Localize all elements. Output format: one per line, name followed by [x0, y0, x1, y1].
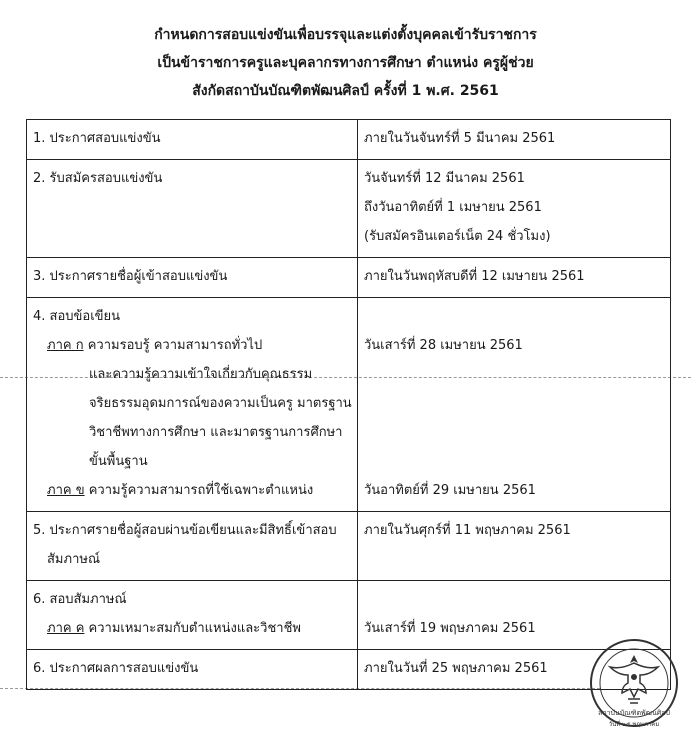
date-text: ภายในวันพฤหัสบดีที่ 12 เมษายน 2561: [364, 269, 585, 284]
date-text: ภายในวันที่ 25 พฤษภาคม 2561: [364, 661, 548, 676]
part-c-date: วันเสาร์ที่ 19 พฤษภาคม 2561: [364, 621, 536, 636]
part-a-text: ขั้นพื้นฐาน: [89, 454, 148, 469]
part-a-line: [33, 331, 351, 360]
title-line-3: สังกัดสถาบันบัณฑิตพัฒนศิลป์ ครั้งที่ 1 พ.ศ. 2561: [192, 83, 499, 99]
date-note: (รับสมัครอินเตอร์เน็ต 24 ชั่วโมง): [364, 229, 551, 244]
part-c-line: [33, 614, 351, 643]
official-seal-stamp: [588, 637, 680, 729]
part-a-text: จริยธรรมอุดมการณ์ของความเป็นครู มาตรฐาน: [89, 396, 352, 411]
table-row: [27, 120, 671, 160]
table-row: [27, 512, 671, 581]
part-a-text: วิชาชีพทางการศึกษา และมาตรฐานการศึกษา: [89, 425, 343, 440]
activity-cell: [27, 258, 358, 298]
date-cell: [358, 258, 671, 298]
date-cell: [358, 160, 671, 258]
part-a-date: วันเสาร์ที่ 28 เมษายน 2561: [364, 338, 523, 353]
table-row: [27, 298, 671, 512]
activity-text: 1. ประกาศสอบแข่งขัน: [33, 131, 161, 146]
date-cell: [358, 298, 671, 512]
date-cell: [358, 512, 671, 581]
date-text: วันจันทร์ที่ 12 มีนาคม 2561: [364, 171, 525, 186]
part-c-label: ภาค ค: [47, 621, 85, 636]
activity-text: 4. สอบข้อเขียน: [33, 309, 121, 324]
activity-cell: [27, 650, 358, 690]
part-a-text: ความรอบรู้ ความสามารถทั่วไป: [87, 338, 263, 353]
table-row: [27, 258, 671, 298]
part-b-date: วันอาทิตย์ที่ 29 เมษายน 2561: [364, 483, 536, 498]
part-a-label: ภาค ก: [47, 338, 84, 353]
title-line-1: กำหนดการสอบแข่งขันเพื่อบรรจุและแต่งตั้งบุคคลเข้ารับราชการ: [154, 27, 537, 43]
activity-cell: [27, 298, 358, 512]
part-b-label: ภาค ข: [47, 483, 85, 498]
garuda-seal-icon: [588, 637, 680, 729]
activity-cell: [27, 120, 358, 160]
date-text: ภายในวันศุกร์ที่ 11 พฤษภาคม 2561: [364, 523, 571, 538]
schedule-table: [26, 119, 671, 690]
activity-text: 6. สอบสัมภาษณ์: [33, 592, 127, 607]
date-cell: [358, 120, 671, 160]
date-text: ภายในวันจันทร์ที่ 5 มีนาคม 2561: [364, 131, 556, 146]
activity-text: 2. รับสมัครสอบแข่งขัน: [33, 171, 163, 186]
activity-cell: [27, 160, 358, 258]
seal-text-bottom: วันที่ ๒๕ พฤษภาคม: [608, 721, 660, 728]
part-b-text: ความรู้ความสามารถที่ใช้เฉพาะตำแหน่ง: [88, 483, 314, 498]
table-row: [27, 581, 671, 650]
part-b-line: [33, 476, 351, 505]
date-text: ถึงวันอาทิตย์ที่ 1 เมษายน 2561: [364, 200, 542, 215]
table-row: [27, 650, 671, 690]
activity-text: 3. ประกาศรายชื่อผู้เข้าสอบแข่งขัน: [33, 269, 228, 284]
title-line-2: เป็นข้าราชการครูและบุคลากรทางการศึกษา ตำแหน่ง ครูผู้ช่วย: [157, 55, 534, 71]
activity-cell: [27, 581, 358, 650]
activity-text: 6. ประกาศผลการสอบแข่งขัน: [33, 661, 199, 676]
seal-text-top: สถาบันบัณฑิตพัฒนศิลป์: [598, 709, 670, 717]
activity-text: สัมภาษณ์: [47, 552, 101, 567]
activity-cell: [27, 512, 358, 581]
table-row: [27, 160, 671, 258]
part-a-text: และความรู้ความเข้าใจเกี่ยวกับคุณธรรม: [89, 367, 313, 382]
part-c-text: ความเหมาะสมกับตำแหน่งและวิชาชีพ: [88, 621, 301, 636]
activity-text: 5. ประกาศรายชื่อผู้สอบผ่านข้อเขียนและมีสิทธิ์เข้าสอบ: [33, 523, 337, 538]
